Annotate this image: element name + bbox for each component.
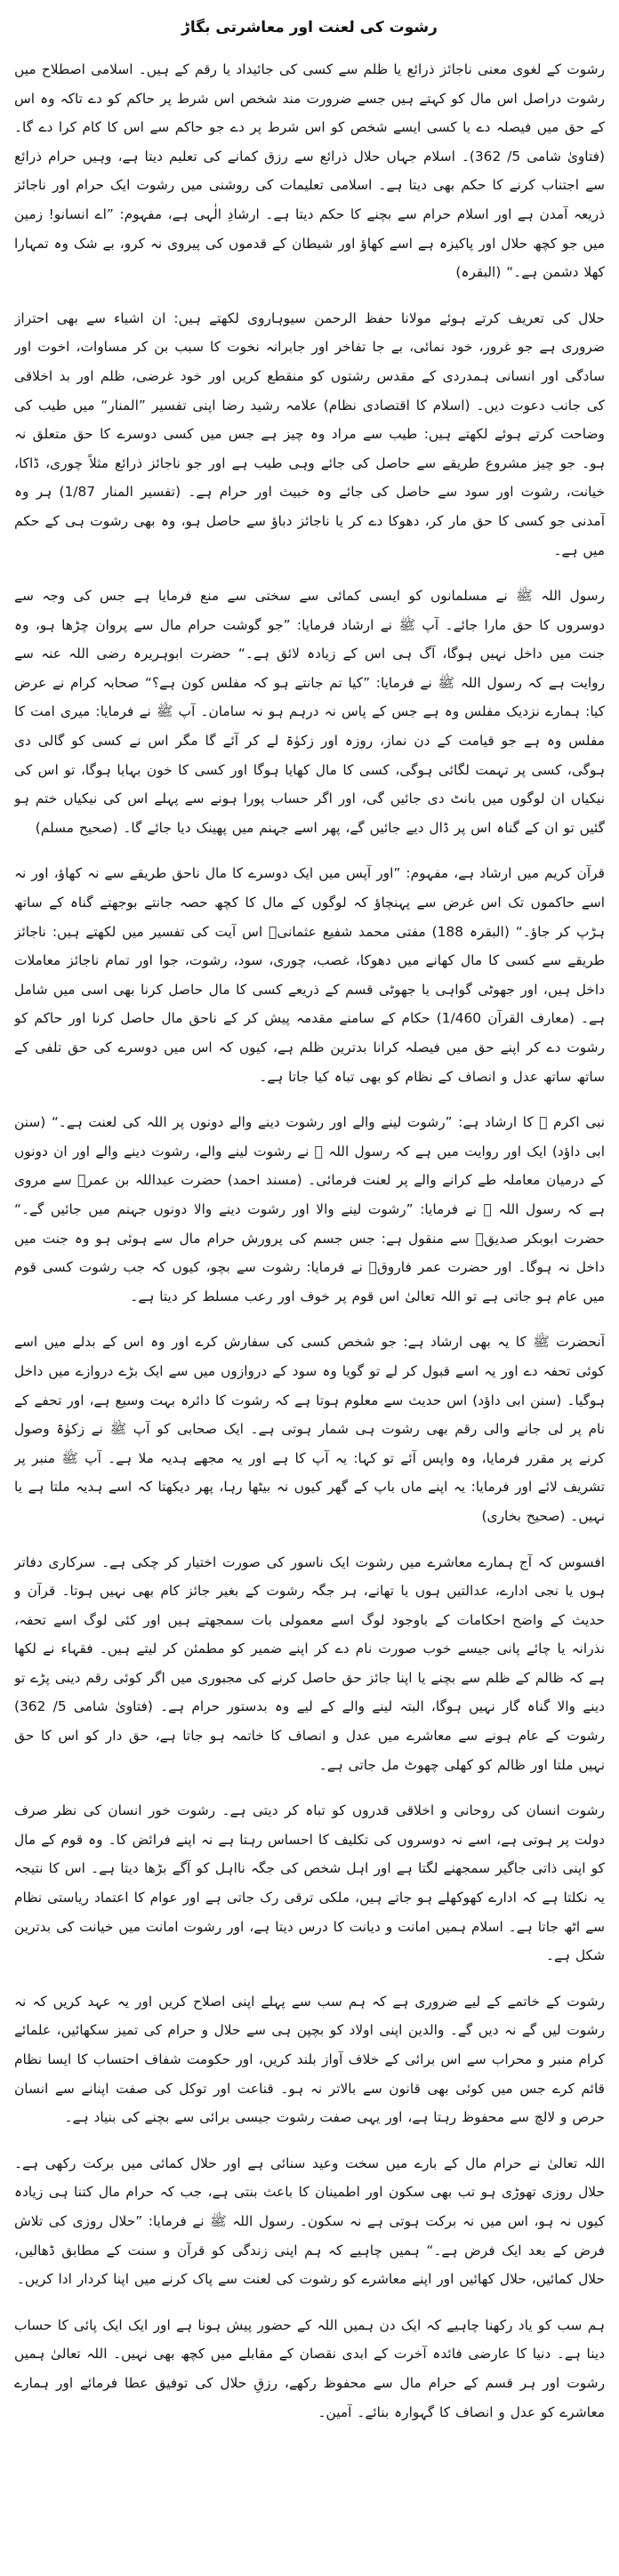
article-paragraph: رشوت انسان کی روحانی و اخلاقی قدروں کو تباہ کر دیتی ہے۔ رشوت خور انسان کی نظر صرف دولت پر ہوتی ہے، اسے نہ دوسروں کی تکلیف کا احساس رہتا ہے نہ اپنے فرائض کا۔ وہ قوم کے مال کو اپنی ذاتی جاگیر سمجھنے لگتا ہے اور اہل شخص کی جگہ نااہل کو آگے بڑھا دیتا ہے۔ اس کا نتیجہ یہ نکلتا ہے کہ ادارے کھوکھلے ہو جاتے ہیں، ملکی ترقی رک جاتی ہے اور عوام کا اعتماد ریاستی نظام سے اٹھ جاتا ہے۔ اسلام ہمیں امانت و دیانت کا درس دیتا ہے، اور رشوت امانت میں خیانت کی بدترین شکل ہے۔ bbox=[14, 1802, 605, 1964]
article-paragraph: آنحضرت ﷺ کا یہ بھی ارشاد ہے: جو شخص کسی کی سفارش کرے اور وہ اس کے بدلے میں اسے کوئی تحفہ دے اور یہ اسے قبول کر لے تو گویا وہ سود کے دروازوں میں سے ایک بڑے دروازے میں داخل ہوگیا۔ (سنن ابی داؤد) اس حدیث سے معلوم ہوتا ہے کہ رشوت کا دائرہ بہت وسیع ہے، اور تحفے کے نام پر لی جانے والی رقم بھی رشوت ہی شمار ہوتی ہے۔ ایک صحابی کو آپ ﷺ نے زکوٰۃ وصول کرنے پر مقرر فرمایا، وہ واپس آئے تو کہا: یہ آپ کا ہے اور یہ مجھے ہدیہ ملا ہے۔ آپ ﷺ منبر پر تشریف لائے اور فرمایا: یہ اپنے ماں باپ کے گھر کیوں نہ بیٹھا رہا، پھر دیکھتا کہ اسے ہدیہ ملتا ہے یا نہیں۔ (صحیح بخاری) bbox=[14, 1334, 605, 1524]
article bbox=[14, 0, 605, 2576]
article-paragraph: حلال کی تعریف کرتے ہوئے مولانا حفظ الرحمن سیوہاروی لکھتے ہیں: ان اشیاء سے بھی احتراز ضروری ہے جو غرور، خود نمائی، بے جا تفاخر اور جابرانہ نخوت کا سبب بن کر مساوات، اخوت اور سادگی اور انسانی ہمدردی کے مقدس رشتوں کو منقطع کریں اور خود غرضی، ظلم اور بد اخلاقی کی جانب دعوت دیں۔ (اسلام کا اقتصادی نظام) علامہ رشید رضا اپنی تفسیر ”المنار“ میں طیب کی وضاحت کرتے ہوئے لکھتے ہیں: طیب سے مراد وہ چیز ہے جس میں کسی دوسرے کا حق متعلق نہ ہو۔ جو چیز مشروع طریقے سے حاصل کی جائے وہی طیب ہے اور جو ناجائز ذرائع مثلاً چوری، ڈاکا، خیانت، رشوت اور سود سے حاصل کی جائے وہ خبیث اور حرام ہے۔ (تفسیر المنار 1/87) ہر وہ آمدنی جو کسی کا حق مار کر، دھوکا دے کر یا ناجائز دباؤ سے حاصل ہو، وہ بھی رشوت ہی کے حکم میں ہے۔ bbox=[14, 309, 605, 558]
article-paragraph: نبی اکرم ﷺ کا ارشاد ہے: ”رشوت لینے والے اور رشوت دینے والے دونوں پر اللہ کی لعنت ہے۔“ (سنن ابی داؤد) ایک اور روایت میں ہے کہ رسول اللہ ﷺ نے رشوت لینے والے، رشوت دینے والے اور ان دونوں کے درمیان معاملہ طے کرانے والے پر لعنت فرمائی۔ (مسند احمد) حضرت عبداللہ بن عمرؓ سے مروی ہے کہ رسول اللہ ﷺ نے فرمایا: ”رشوت لینے والا اور رشوت دینے والا دونوں جہنم میں جائیں گے۔“ حضرت ابوبکر صدیقؓ سے منقول ہے: جس جسم کی پرورش حرام مال سے ہوئی ہو وہ جنت میں داخل نہ ہوگا۔ اور حضرت عمر فاروقؓ نے فرمایا: رشوت سے بچو، کیوں کہ جب رشوت کسی قوم میں عام ہو جاتی ہے تو اللہ تعالیٰ اس قوم پر خوف اور رعب مسلط کر دیتا ہے۔ bbox=[14, 1114, 605, 1304]
article-paragraph: قرآن کریم میں ارشاد ہے، مفہوم: ”اور آپس میں ایک دوسرے کا مال ناحق طریقے سے نہ کھاؤ، اور نہ اسے حاکموں تک اس غرض سے پہنچاؤ کہ لوگوں کے مال کا کچھ حصہ جانتے بوجھتے گناہ کے ساتھ ہڑپ کر جاؤ۔“ (البقرہ 188) مفتی محمد شفیع عثمانیؒ اس آیت کی تفسیر میں لکھتے ہیں: ناجائز طریقے سے کسی کا مال کھانے میں دھوکا، غصب، چوری، سود، رشوت، جوا اور تمام ناجائز معاملات داخل ہیں، اور جھوٹی گواہی یا جھوٹی قسم کے ذریعے کسی کا مال حاصل کرنا بھی اسی میں شامل ہے۔ (معارف القرآن 1/460) حکام کے سامنے مقدمہ پیش کر کے ناحق مال حاصل کرنا اور حاکم کو رشوت دے کر اپنے حق میں فیصلہ کرانا بدترین ظلم ہے، کیوں کہ اس میں دوسرے کی حق تلفی کے ساتھ ساتھ عدل و انصاف کے نظام کو بھی تباہ کیا جاتا ہے۔ bbox=[14, 865, 605, 1085]
article-title: رشوت کی لعنت اور معاشرتی بگاڑ bbox=[181, 19, 438, 36]
article-paragraph: رشوت کے لغوی معنی ناجائز ذرائع یا ظلم سے کسی کی جائیداد یا رقم کے ہیں۔ اسلامی اصطلاح میں رشوت دراصل اس مال کو کہتے ہیں جسے ضرورت مند شخص اس شرط پر حاکم کو دے تاکہ وہ اس کے حق میں فیصلہ دے یا کسی ایسے شخص کو اس شرط پر دے جو حاکم سے اس کا کام کرا دے گا۔ (فتاویٰ شامی 5/ 362)۔ اسلام جہاں حلال ذرائع سے رزق کمانے کی تعلیم دیتا ہے، وہیں حرام ذرائع سے اجتناب کرنے کا حکم بھی دیتا ہے۔ اسلامی تعلیمات کی روشنی میں رشوت ایک حرام اور ناجائز ذریعہ آمدن ہے اور اسلام حرام سے بچنے کا حکم دیتا ہے۔ ارشادِ الٰہی ہے، مفہوم: ”اے انسانو! زمین میں جو کچھ حلال اور پاکیزہ ہے اسے کھاؤ اور شیطان کے قدموں کی پیروی نہ کرو، بے شک وہ تمہارا کھلا دشمن ہے۔“ (البقرہ) bbox=[14, 61, 605, 281]
article-paragraph: رسول اللہ ﷺ نے مسلمانوں کو ایسی کمائی سے سختی سے منع فرمایا ہے جس کی وجہ سے دوسروں کا حق مارا جائے۔ آپ ﷺ نے ارشاد فرمایا: ”جو گوشت حرام مال سے پروان چڑھا ہو، وہ جنت میں داخل نہیں ہوگا، آگ ہی اس کے زیادہ لائق ہے۔“ حضرت ابوہریرہ رضی اللہ عنہ سے روایت ہے کہ رسول اللہ ﷺ نے فرمایا: ”کیا تم جانتے ہو کہ مفلس کون ہے؟“ صحابہ کرام نے عرض کیا: ہمارے نزدیک مفلس وہ ہے جس کے پاس نہ درہم ہو نہ سامان۔ آپ ﷺ نے فرمایا: میری امت کا مفلس وہ ہے جو قیامت کے دن نماز، روزہ اور زکوٰۃ لے کر آئے گا مگر اس نے کسی کو گالی دی ہوگی، کسی پر تہمت لگائی ہوگی، کسی کا مال کھایا ہوگا اور کسی کا خون بہایا ہوگا، تو اس کی نیکیاں ان لوگوں میں بانٹ دی جائیں گی، اور اگر حساب پورا ہونے سے پہلے اس کی نیکیاں ختم ہو گئیں تو ان کے گناہ اس پر ڈال دیے جائیں گے، پھر اسے جہنم میں پھینک دیا جائے گا۔ (صحیح مسلم) bbox=[14, 588, 605, 836]
article-paragraph: ہم سب کو یاد رکھنا چاہیے کہ ایک دن ہمیں اللہ کے حضور پیش ہونا ہے اور ایک ایک پائی کا حساب دینا ہے۔ دنیا کا عارضی فائدہ آخرت کے ابدی نقصان کے مقابلے میں کچھ بھی نہیں۔ اللہ تعالیٰ ہمیں رشوت اور ہر قسم کے حرام مال سے محفوظ رکھے، رزقِ حلال کی توفیق عطا فرمائے اور ہمارے معاشرے کو عدل و انصاف کا گہوارہ بنائے۔ آمین۔ bbox=[14, 2316, 605, 2420]
article-paragraph: رشوت کے خاتمے کے لیے ضروری ہے کہ ہم سب سے پہلے اپنی اصلاح کریں اور یہ عہد کریں کہ نہ رشوت لیں گے نہ دیں گے۔ والدین اپنی اولاد کو بچپن ہی سے حلال و حرام کی تمیز سکھائیں، علمائے کرام منبر و محراب سے اس برائی کے خلاف آواز بلند کریں، اور حکومت شفاف احتساب کا ایسا نظام قائم کرے جس میں کوئی بھی قانون سے بالاتر نہ ہو۔ قناعت اور توکل کی صفت اپنانے سے انسان حرص و لالچ سے محفوظ رہتا ہے، اور یہی صفت رشوت جیسی برائی سے بچنے کی بنیاد ہے۔ bbox=[14, 1993, 605, 2126]
article-paragraph: افسوس کہ آج ہمارے معاشرے میں رشوت ایک ناسور کی صورت اختیار کر چکی ہے۔ سرکاری دفاتر ہوں یا نجی ادارے، عدالتیں ہوں یا تھانے، ہر جگہ رشوت کے بغیر جائز کام بھی نہیں ہوتا۔ قرآن و حدیث کے واضح احکامات کے باوجود لوگ اسے معمولی بات سمجھتے ہیں اور کئی لوگ اسے تحفہ، نذرانہ یا چائے پانی جیسے خوب صورت نام دے کر اپنے ضمیر کو مطمئن کر لیتے ہیں۔ فقہاء نے لکھا ہے کہ ظالم کے ظلم سے بچنے یا اپنا جائز حق حاصل کرنے کی مجبوری میں اگر کوئی رقم دینی پڑے تو دینے والا گناہ گار نہیں ہوگا، البتہ لینے والے کے لیے وہ بدستور حرام ہے۔ (فتاویٰ شامی 5/ 362) رشوت کے عام ہونے سے معاشرے میں عدل و انصاف کا خاتمہ ہو جاتا ہے، حق دار کو اس کا حق نہیں ملتا اور ظالم کو کھلی چھوٹ مل جاتی ہے۔ bbox=[14, 1553, 605, 1773]
article-body bbox=[14, 55, 605, 2427]
article-paragraph: اللہ تعالیٰ نے حرام مال کے بارے میں سخت وعید سنائی ہے اور حلال کمائی میں برکت رکھی ہے۔ حلال روزی تھوڑی ہو تب بھی سکون اور اطمینان کا باعث بنتی ہے، جب کہ حرام مال کتنا ہی زیادہ کیوں نہ ہو، اس میں نہ برکت ہوتی ہے نہ سکون۔ رسول اللہ ﷺ نے فرمایا: ”حلال روزی کی تلاش فرض کے بعد ایک فرض ہے۔“ ہمیں چاہیے کہ ہم اپنی زندگی کو قرآن و سنت کے مطابق ڈھالیں، حلال کمائیں، حلال کھائیں اور اپنے معاشرے کو رشوت کی لعنت سے پاک کرنے میں اپنا کردار ادا کریں۔ bbox=[14, 2155, 605, 2288]
